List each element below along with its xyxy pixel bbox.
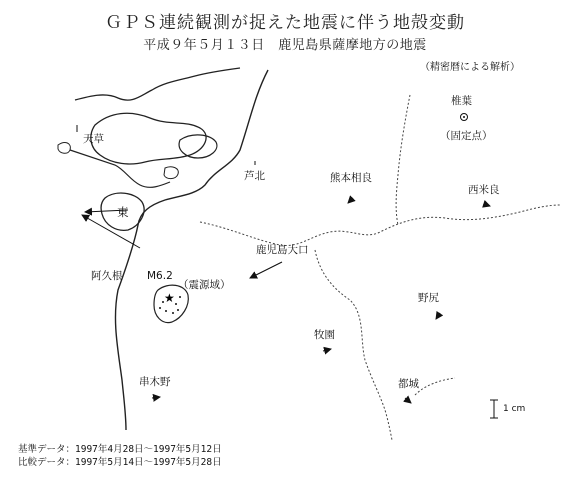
- vector-miyakonojo: [405, 398, 411, 403]
- map-subtitle: 平成９年５月１３日 鹿児島県薩摩地方の地震: [143, 38, 427, 53]
- reference-compare-period: 比較データ：1997年5月14日～1997年5月28日: [18, 457, 222, 468]
- label-azuma: 東: [117, 205, 129, 219]
- boundary-spur: [415, 378, 455, 395]
- vector-makizono: [323, 349, 331, 351]
- label-source-region: （震源域）: [178, 279, 231, 291]
- label-makizono: 牧園: [314, 329, 335, 341]
- label-kushikino: 串木野: [139, 376, 171, 388]
- label-ashikita: 芦北: [244, 170, 265, 182]
- label-fixed-point: （固定点）: [440, 130, 493, 142]
- prefecture-boundary-south: [315, 250, 392, 440]
- vector-nishimera: [484, 204, 490, 206]
- scale-label: 1 cm: [503, 404, 526, 414]
- label-kumamoto-sagara: 熊本相良: [330, 172, 372, 184]
- vector-kagoshima-okuchi: [250, 262, 282, 278]
- prefecture-boundary-east: [396, 95, 410, 225]
- label-akune: 阿久根: [91, 270, 123, 282]
- vector-nojiri: [436, 313, 440, 319]
- label-kagoshima-okuchi: 鹿児島大口: [256, 244, 309, 256]
- map-title: ＧＰＳ連続観測が捉えた地震に伴う地殻変動: [105, 13, 465, 33]
- island-small-1: [164, 167, 178, 179]
- label-miyakonojo: 都城: [398, 378, 419, 390]
- label-magnitude: M6.2: [147, 270, 173, 282]
- island-small-2: [58, 143, 70, 154]
- label-shiiba: 椎葉: [451, 95, 472, 107]
- prefecture-boundary-north: [200, 205, 560, 245]
- analysis-note: （精密暦による解析）: [420, 62, 520, 73]
- vector-kumamoto-sagara: [348, 198, 353, 203]
- coastline-north: [75, 68, 240, 100]
- epicenter-star-icon: ★: [164, 291, 175, 305]
- reference-base-period: 基準データ：1997年4月28日～1997年5月12日: [18, 444, 222, 455]
- label-nojiri: 野尻: [418, 292, 439, 304]
- vector-akune: [82, 215, 140, 248]
- vector-kushikino: [152, 397, 160, 398]
- label-nishimera: 西米良: [468, 184, 500, 196]
- coastline-bay: [70, 150, 170, 187]
- island-amakusa-small: [179, 135, 217, 158]
- label-amakusa: 天草: [83, 133, 104, 145]
